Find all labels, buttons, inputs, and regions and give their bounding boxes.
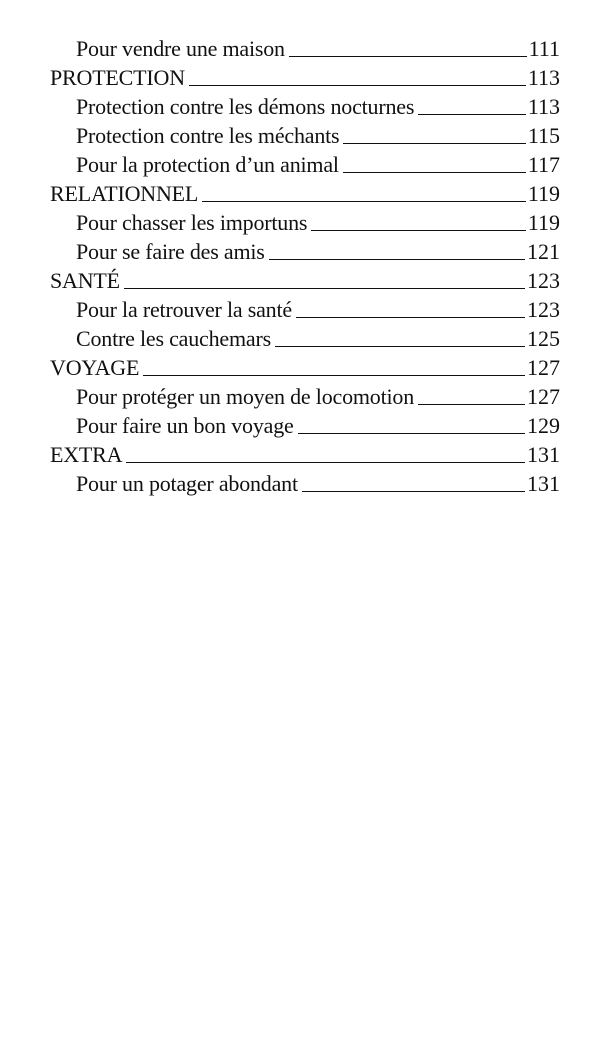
toc-leader-line [202,201,526,202]
toc-section-page: 113 [527,65,560,90]
toc-entry-title: Pour la retrouver la santé [76,297,292,322]
toc-section-page: 131 [527,442,560,467]
toc-entry-page: 111 [528,36,560,61]
toc-entry-page: 131 [527,471,560,496]
toc-entry-page: 115 [527,123,560,148]
toc-leader-line [275,346,525,347]
toc-leader-line [343,143,525,144]
toc-entry-title: Pour un potager abondant [76,471,298,496]
toc-leader-line [298,433,525,434]
toc-entry-bon-voyage[interactable] [50,411,560,440]
toc-section-page: 123 [527,268,560,293]
toc-entry-title: Contre les cauchemars [76,326,271,351]
table-of-contents [50,34,560,498]
toc-leader-line [343,172,526,173]
toc-section-title: VOYAGE [50,355,140,380]
toc-entry-mechants[interactable] [50,121,560,150]
toc-leader-line [311,230,526,231]
toc-entry-animal[interactable] [50,150,560,179]
toc-leader-line [124,288,525,289]
toc-entry-importuns[interactable] [50,208,560,237]
toc-leader-line [289,56,527,57]
toc-section-page: 127 [527,355,560,380]
toc-leader-line [269,259,525,260]
toc-entry-title: Pour vendre une maison [76,36,285,61]
toc-leader-line [189,85,526,86]
toc-section-title: RELATIONNEL [50,181,199,206]
toc-entry-title: Pour protéger un moyen de locomotion [76,384,415,409]
toc-section-relationnel[interactable] [50,179,560,208]
toc-entry-page: 123 [527,297,560,322]
toc-section-page: 119 [527,181,560,206]
toc-section-extra[interactable] [50,440,560,469]
toc-entry-page: 125 [527,326,560,351]
toc-entry-page: 129 [527,413,560,438]
toc-entry-page: 127 [527,384,560,409]
toc-leader-line [126,462,525,463]
toc-leader-line [302,491,525,492]
toc-section-protection[interactable] [50,63,560,92]
toc-entry-title: Protection contre les méchants [76,123,340,148]
toc-entry-title: Protection contre les démons nocturnes [76,94,415,119]
toc-section-title: EXTRA [50,442,123,467]
toc-entry-retrouver-sante[interactable] [50,295,560,324]
toc-section-sante[interactable] [50,266,560,295]
toc-entry-page: 117 [527,152,560,177]
toc-entry-page: 119 [527,210,560,235]
toc-entry-page: 113 [527,94,560,119]
toc-leader-line [418,114,526,115]
toc-entry-title: Pour se faire des amis [76,239,265,264]
toc-entry-title: Pour chasser les importuns [76,210,308,235]
toc-entry-title: Pour faire un bon voyage [76,413,294,438]
toc-entry-vendre-maison[interactable] [50,34,560,63]
toc-entry-potager[interactable] [50,469,560,498]
toc-leader-line [143,375,525,376]
toc-entry-title: Pour la protection d’un animal [76,152,339,177]
toc-leader-line [418,404,525,405]
toc-entry-amis[interactable] [50,237,560,266]
toc-section-voyage[interactable] [50,353,560,382]
toc-entry-demons-nocturnes[interactable] [50,92,560,121]
toc-entry-cauchemars[interactable] [50,324,560,353]
toc-section-title: PROTECTION [50,65,185,90]
toc-leader-line [296,317,525,318]
toc-entry-page: 121 [527,239,560,264]
toc-entry-locomotion[interactable] [50,382,560,411]
toc-section-title: SANTÉ [50,268,120,293]
